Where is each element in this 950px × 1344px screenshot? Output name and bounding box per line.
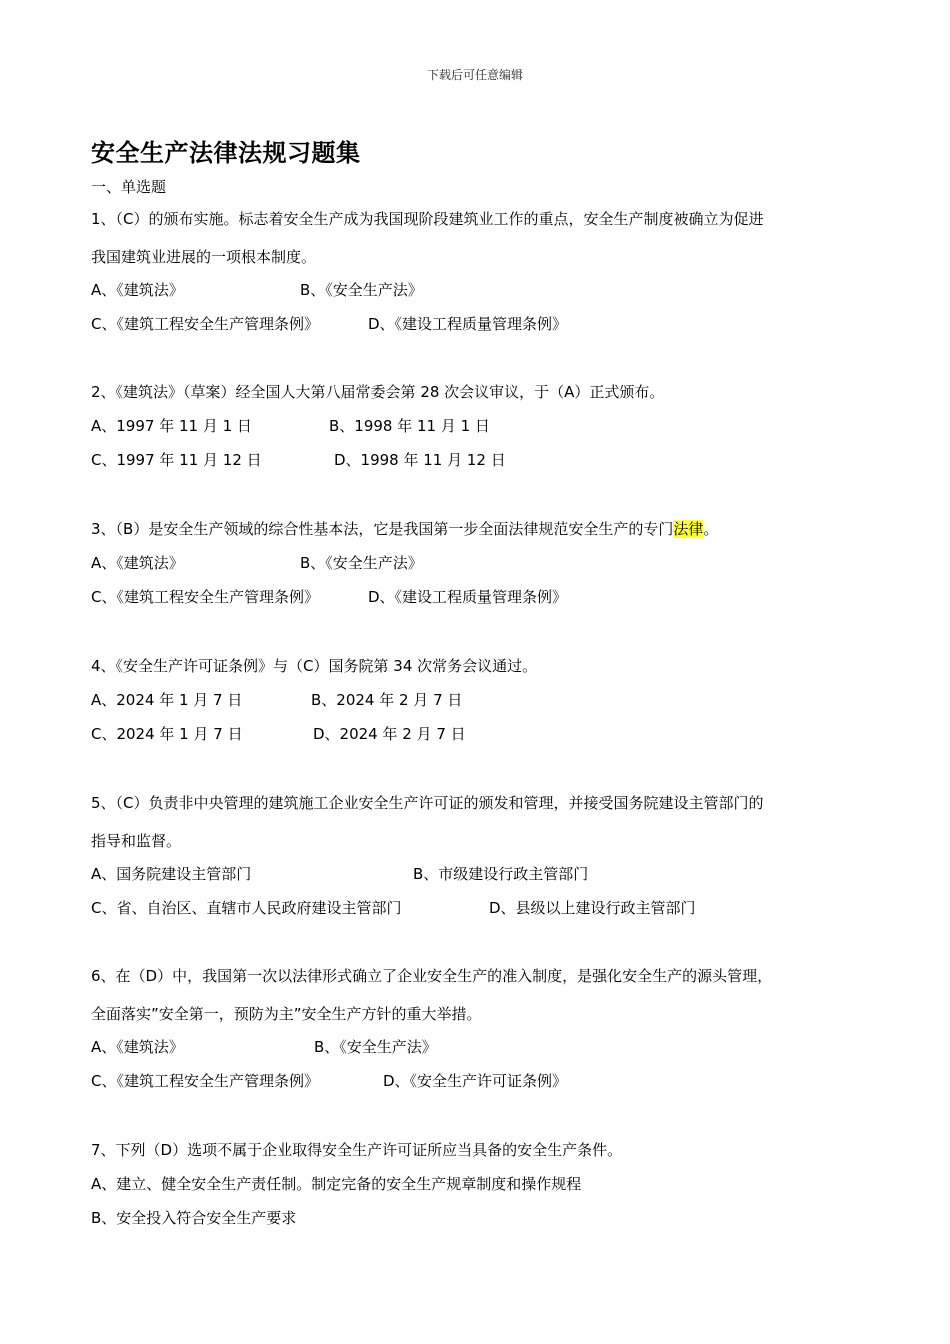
question-1-text-line2: 我国建筑业进展的一项根本制度。 <box>91 248 317 266</box>
section-heading: 一、单选题 <box>91 178 167 196</box>
question-1-option-d: D、《建设工程质量管理条例》 <box>368 315 568 333</box>
question-4-option-b: B、2024 年 2 月 7 日 <box>311 691 463 709</box>
question-2-option-b: B、1998 年 11 月 1 日 <box>329 417 490 435</box>
question-5-option-c: C、省、自治区、直辖市人民政府建设主管部门 <box>91 899 402 917</box>
question-1-text-line1: 1、（C）的颁布实施。标志着安全生产成为我国现阶段建筑业工作的重点，安全生产制度被确立为促进 <box>91 210 764 228</box>
question-2-option-c: C、1997 年 11 月 12 日 <box>91 451 262 469</box>
question-4-option-c: C、2024 年 1 月 7 日 <box>91 725 243 743</box>
question-1-option-c: C、《建筑工程安全生产管理条例》 <box>91 315 319 333</box>
question-7-option-a: A、建立、健全安全生产责任制。制定完备的安全生产规章制度和操作规程 <box>91 1175 582 1193</box>
question-3-text-post: 。 <box>703 520 719 538</box>
question-1-option-a: A、《建筑法》 <box>91 281 184 299</box>
question-2-text: 2、《建筑法》（草案）经全国人大第八届常委会第 28 次会议审议，于（A）正式颁布。 <box>91 383 665 401</box>
question-2-option-a: A、1997 年 11 月 1 日 <box>91 417 252 435</box>
question-3-text-pre: 3、（B）是安全生产领域的综合性基本法，它是我国第一步全面法律规范安全生产的专门 <box>91 520 674 538</box>
question-6-text-line1: 6、在（D）中，我国第一次以法律形式确立了企业安全生产的准入制度，是强化安全生产的源头管理， <box>91 967 773 985</box>
question-5-option-d: D、县级以上建设行政主管部门 <box>489 899 696 917</box>
question-3-option-b: B、《安全生产法》 <box>300 554 423 572</box>
question-5-option-a: A、国务院建设主管部门 <box>91 865 252 883</box>
question-7-text: 7、下列（D）选项不属于企业取得安全生产许可证所应当具备的安全生产条件。 <box>91 1141 623 1159</box>
question-3-option-c: C、《建筑工程安全生产管理条例》 <box>91 588 319 606</box>
highlighted-term: 法律 <box>673 520 704 538</box>
question-6-text-line2: 全面落实”安全第一，预防为主”安全生产方针的重大举措。 <box>91 1005 482 1023</box>
question-3-option-d: D、《建设工程质量管理条例》 <box>368 588 568 606</box>
question-6-option-c: C、《建筑工程安全生产管理条例》 <box>91 1072 319 1090</box>
question-4-text: 4、《安全生产许可证条例》与（C）国务院第 34 次常务会议通过。 <box>91 657 538 675</box>
question-2-option-d: D、1998 年 11 月 12 日 <box>334 451 506 469</box>
page-title: 安全生产法律法规习题集 <box>91 139 361 167</box>
question-7-option-b: B、安全投入符合安全生产要求 <box>91 1209 297 1227</box>
question-5-text-line2: 指导和监督。 <box>91 832 182 850</box>
question-4-option-d: D、2024 年 2 月 7 日 <box>313 725 466 743</box>
header-note: 下载后可任意编辑 <box>426 68 523 82</box>
question-3-text <box>91 519 718 539</box>
question-5-text-line1: 5、（C）负责非中央管理的建筑施工企业安全生产许可证的颁发和管理，并接受国务院建设主管部门的 <box>91 794 764 812</box>
question-6-option-a: A、《建筑法》 <box>91 1038 184 1056</box>
question-6-option-b: B、《安全生产法》 <box>314 1038 437 1056</box>
question-6-option-d: D、《安全生产许可证条例》 <box>383 1072 568 1090</box>
question-1-option-b: B、《安全生产法》 <box>300 281 423 299</box>
question-3-option-a: A、《建筑法》 <box>91 554 184 572</box>
question-4-option-a: A、2024 年 1 月 7 日 <box>91 691 243 709</box>
question-5-option-b: B、市级建设行政主管部门 <box>413 865 589 883</box>
